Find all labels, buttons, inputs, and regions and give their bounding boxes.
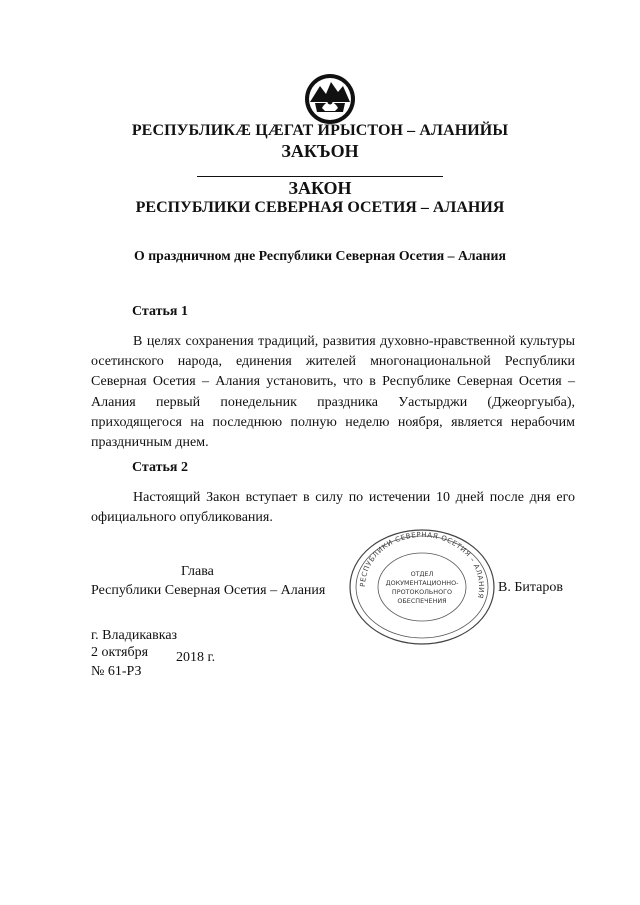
article-2-text: Настоящий Закон вступает в силу по истечении 10 дней после дня его официального опубликования. — [91, 490, 575, 526]
stamp-center-line-1: ОТДЕЛ — [410, 570, 434, 578]
stamp-center-line-3: ПРОТОКОЛЬНОГО — [391, 588, 453, 596]
place-of-signing: г. Владикавказ — [91, 628, 178, 643]
ossetian-republic-heading: РЕСПУБЛИКӔ ЦӔГАТ ИРЫСТОН – АЛАНИЙЫ — [131, 122, 509, 139]
signatory-position-line2: Республики Северная Осетия – Алания — [91, 583, 326, 598]
article-1-heading: Статья 1 — [132, 304, 188, 319]
header-divider — [197, 176, 443, 177]
stamp-center-line-2: ДОКУМЕНТАЦИОННО- — [385, 579, 459, 587]
ossetian-law-heading: ЗАКЪОН — [281, 141, 359, 161]
russian-republic-heading: РЕСПУБЛИКИ СЕВЕРНАЯ ОСЕТИЯ – АЛАНИЯ — [135, 199, 505, 216]
signing-date-day: 2 октября — [91, 645, 149, 660]
signatory-name: В. Битаров — [498, 580, 563, 595]
official-stamp-seal — [347, 528, 497, 646]
russian-law-heading: ЗАКОН — [288, 178, 352, 198]
coat-of-arms-emblem — [302, 72, 358, 126]
article-1-text: В целях сохранения традиций, развития духовно-нравственной культуры осетинского народа, единения жителей многонациональной Республики Северная Осетия – Алания установить, что в Республике Северная Осетия – Алания первый понедельник праздника Уастырджи (Джеоргуыба), приходящегося на последнюю полную неделю ноября, является нерабочим праздничным днем. — [91, 334, 575, 451]
law-number: № 61-РЗ — [91, 664, 142, 679]
law-title: О праздничном дне Республики Северная Осетия – Алания — [134, 248, 506, 263]
signatory-position-line1: Глава — [181, 564, 214, 579]
stamp-center-line-4: ОБЕСПЕЧЕНИЯ — [397, 597, 447, 605]
stamp-ring-text: РЕСПУБЛИКИ СЕВЕРНАЯ ОСЕТИЯ – АЛАНИЯ — [358, 530, 486, 600]
article-2-heading: Статья 2 — [132, 460, 188, 475]
signing-date-year: 2018 г. — [176, 650, 216, 665]
